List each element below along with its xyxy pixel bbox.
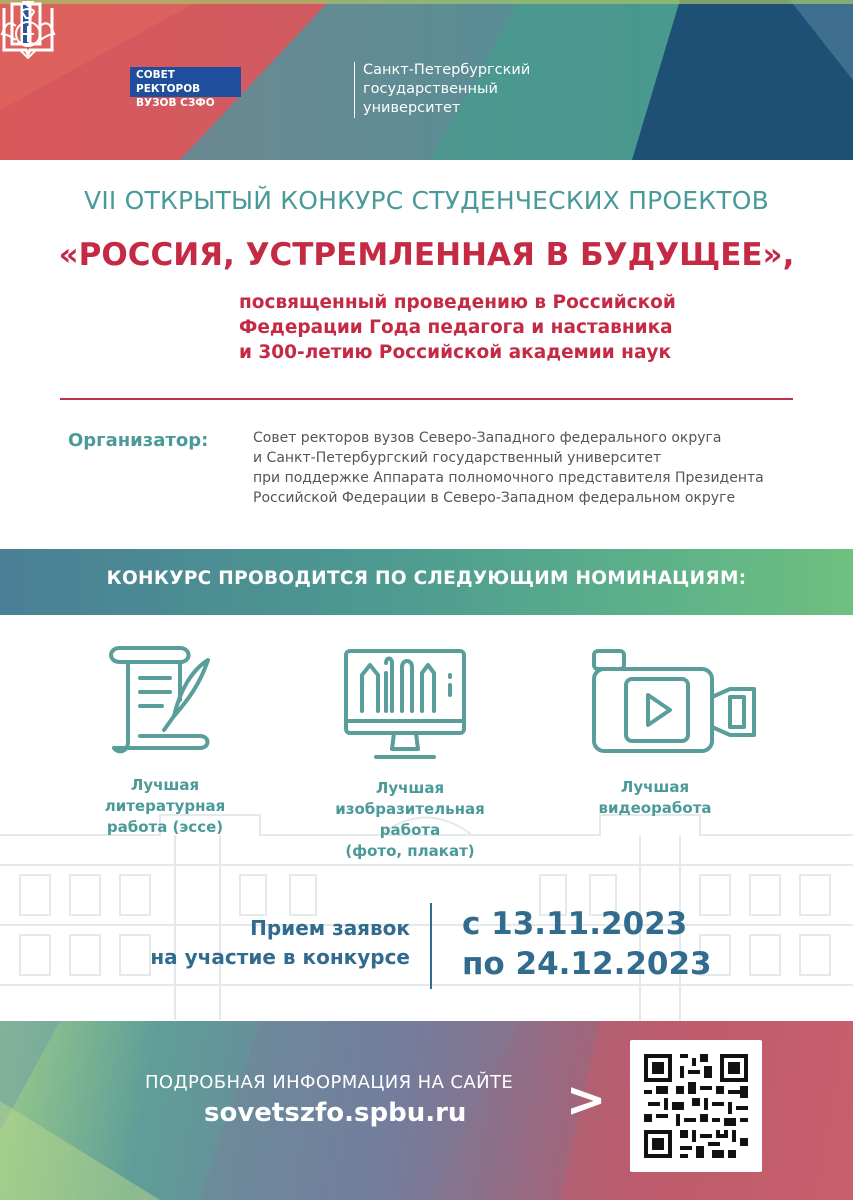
nomination-line: Лучшая xyxy=(620,778,690,796)
nomination-line: работа xyxy=(379,821,441,839)
dates-divider xyxy=(430,903,432,989)
application-line-2: на участие в конкурсе xyxy=(150,945,410,969)
more-info-text: ПОДРОБНАЯ ИНФОРМАЦИЯ НА САЙТЕ xyxy=(145,1072,514,1093)
contest-heading: VII ОТКРЫТЫЙ КОНКУРС СТУДЕНЧЕСКИХ ПРОЕКТОВ xyxy=(84,186,769,215)
application-label xyxy=(120,914,410,972)
header-banner xyxy=(0,0,853,160)
application-dates xyxy=(462,904,712,984)
video-camera-icon xyxy=(590,645,760,760)
subtitle-line-1: посвященный проведению в Российской xyxy=(239,292,676,313)
contest-subtitle xyxy=(239,290,676,365)
eagle-emblem xyxy=(0,0,56,64)
organizer-line-4: Российской Федерации в Северо-Западном федеральном округе xyxy=(253,490,736,506)
nomination-line: Лучшая xyxy=(130,776,200,794)
organizer-line-1: Совет ректоров вузов Северо-Западного федерального округа xyxy=(253,430,722,446)
subtitle-line-2: Федерации Года педагога и наставника xyxy=(239,317,673,338)
nomination-line: изобразительная xyxy=(335,800,485,818)
nomination-line: (фото, плакат) xyxy=(345,842,475,860)
nomination-line: работа (эссе) xyxy=(106,818,224,836)
nomination-line: Лучшая xyxy=(375,779,445,797)
organizer-line-2: и Санкт-Петербургский государственный университет xyxy=(253,450,662,466)
date-to: по 24.12.2023 xyxy=(462,946,712,982)
logo-line-2: ВУЗОВ СЗФО xyxy=(136,97,215,109)
nomination-video xyxy=(580,777,730,819)
university-line-1: Санкт-Петербургский xyxy=(363,62,531,78)
subtitle-line-3: и 300-летию Российской академии наук xyxy=(239,342,672,363)
nomination-line: литературная xyxy=(104,797,226,815)
date-from: с 13.11.2023 xyxy=(462,906,688,942)
nominations-heading: КОНКУРС ПРОВОДИТСЯ ПО СЛЕДУЮЩИМ НОМИНАЦИЯМ: xyxy=(106,568,747,589)
organizer-line-3: при поддержке Аппарата полномочного представителя Президента xyxy=(253,470,764,486)
council-logo-text xyxy=(130,67,241,109)
nomination-line: видеоработа xyxy=(598,799,712,817)
university-line-2: государственный xyxy=(363,81,498,97)
website-link[interactable]: sovetszfo.spbu.ru xyxy=(204,1098,467,1128)
logo-divider xyxy=(354,62,355,118)
application-line-1: Прием заявок xyxy=(250,916,410,940)
scroll-quill-icon xyxy=(100,640,215,765)
organizer-text xyxy=(253,428,764,508)
university-line-3: университет xyxy=(363,100,461,116)
qr-code-icon xyxy=(644,1054,748,1158)
qr-code-card[interactable] xyxy=(630,1040,762,1172)
arrow-icon: > xyxy=(566,1072,607,1128)
contest-name: «РОССИЯ, УСТРЕМЛЕННАЯ В БУДУЩЕЕ», xyxy=(58,237,795,273)
nomination-visual xyxy=(325,778,495,862)
university-name xyxy=(363,61,530,118)
monitor-art-icon xyxy=(340,645,470,765)
divider-rule xyxy=(60,398,793,400)
nomination-literary xyxy=(90,775,240,838)
logo-line-1: СОВЕТ РЕКТОРОВ xyxy=(136,69,201,95)
organizer-label: Организатор: xyxy=(68,430,209,451)
